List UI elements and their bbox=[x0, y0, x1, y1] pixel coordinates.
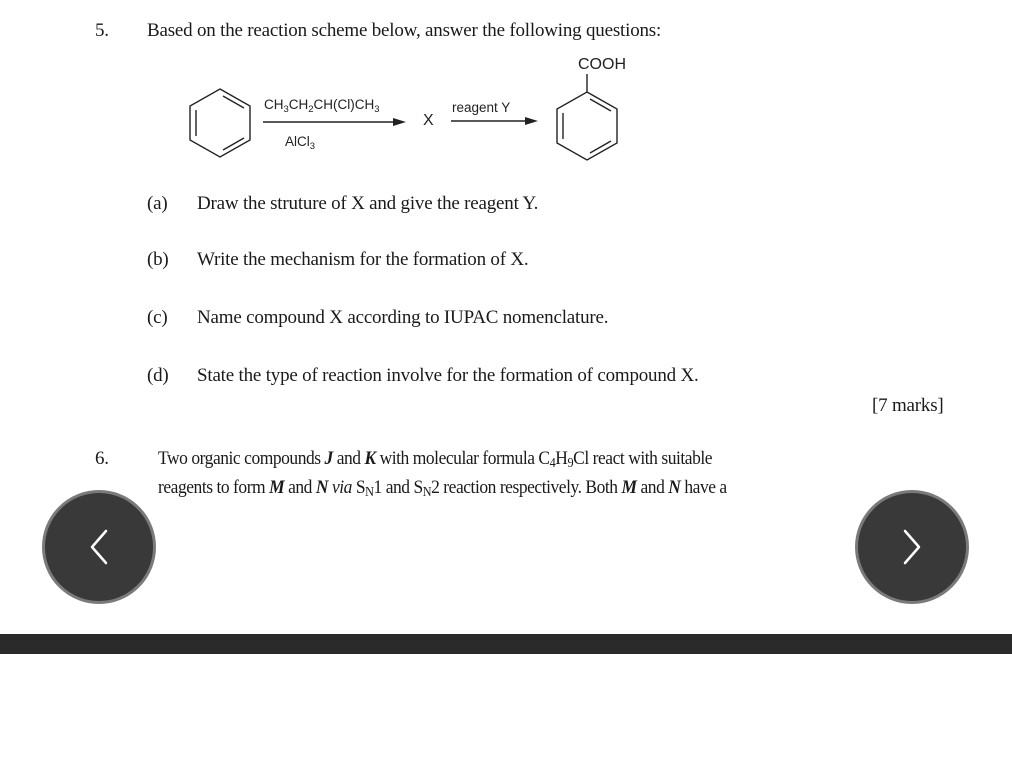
part-d-label: (d) bbox=[147, 365, 169, 386]
part-c-text: Name compound X according to IUPAC nomenclature. bbox=[197, 307, 609, 328]
part-a-label: (a) bbox=[147, 193, 168, 214]
chevron-right-icon bbox=[897, 527, 927, 567]
marks-label: [7 marks] bbox=[872, 395, 944, 416]
reaction-scheme bbox=[0, 0, 1012, 180]
part-d-text: State the type of reaction involve for the formation of compound X. bbox=[197, 365, 699, 386]
carboxyl-group-label: COOH bbox=[578, 56, 626, 73]
next-page-button[interactable] bbox=[855, 490, 969, 604]
question-5-prompt: Based on the reaction scheme below, answer the following questions: bbox=[147, 20, 662, 41]
benzene-structure bbox=[190, 89, 250, 157]
part-b-text: Write the mechanism for the formation of X. bbox=[197, 249, 529, 270]
part-a-text: Draw the struture of X and give the reagent Y. bbox=[197, 193, 539, 214]
arrow-2 bbox=[451, 117, 538, 125]
part-b-label: (b) bbox=[147, 249, 169, 270]
question-6-line-2: reagents to form M and N via $S_N1$ and $S_N2$ reaction respectively. Both M and N have a bbox=[158, 477, 727, 499]
question-6-line-1: Two organic compounds J and K with molecular formula $C_4H_9Cl$ react with suitable bbox=[158, 448, 713, 470]
question-5-number: 5. bbox=[95, 20, 109, 41]
arrow-1-reagent: $CH_3CH_2CH(Cl)CH_3$ bbox=[264, 97, 380, 115]
bottom-toolbar bbox=[0, 634, 1012, 654]
part-c-label: (c) bbox=[147, 307, 168, 328]
previous-page-button[interactable] bbox=[42, 490, 156, 604]
arrow-1-catalyst: AlCl$_3$ bbox=[285, 134, 316, 152]
chevron-left-icon bbox=[84, 527, 114, 567]
intermediate-x: X bbox=[423, 112, 434, 129]
question-6-number: 6. bbox=[95, 448, 109, 469]
arrow-2-reagent: reagent Y bbox=[452, 100, 511, 115]
benzoic-acid-structure bbox=[557, 74, 617, 160]
arrow-1 bbox=[263, 118, 406, 126]
